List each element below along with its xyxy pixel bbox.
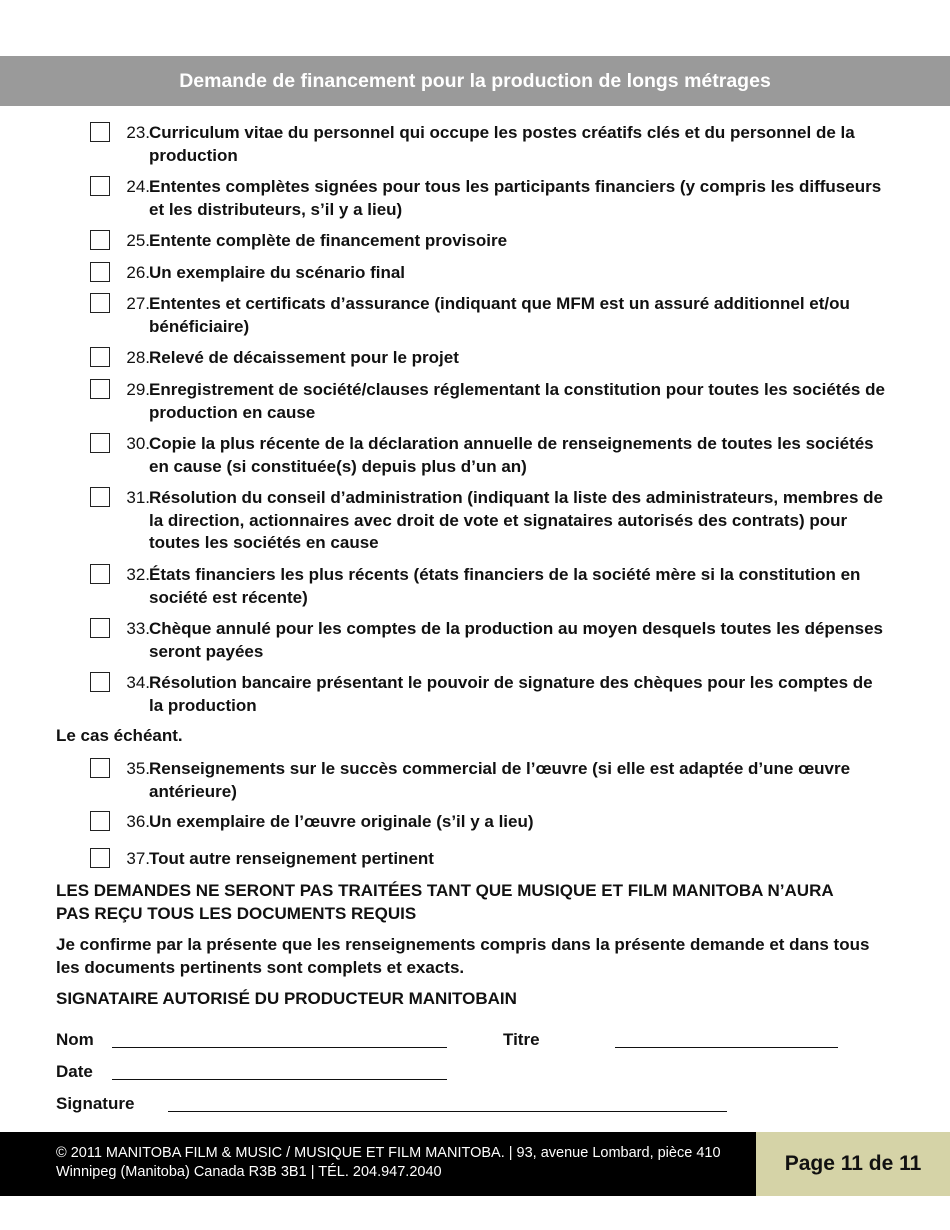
checkbox-36[interactable] [90,811,110,831]
item-number: 34. [126,673,150,692]
item-text: Chèque annulé pour les comptes de la production au moyen desquels toutes les dépenses seront payées [149,619,883,661]
item-number: 29. [126,380,150,399]
item-text: Relevé de décaissement pour le projet [149,348,459,367]
item-text: Curriculum vitae du personnel qui occupe les postes créatifs clés et du personnel de la production [149,123,855,165]
confirmation-statement: Je confirme par la présente que les renseignements compris dans la présente demande et dans tous les documents pertinents sont complets et exacts. [56,935,870,977]
item-text: Copie la plus récente de la déclaration annuelle de renseignements de toutes les sociétés en cause (si constituée(s) depuis plus d’un an) [149,434,874,476]
item-number: 25. [126,231,150,250]
item-text: Enregistrement de société/clauses réglementant la constitution pour toutes les sociétés de production en cause [149,380,885,422]
page-number-box [756,1132,950,1196]
checkbox-27[interactable] [90,293,110,313]
item-number: 35. [126,759,150,778]
date-input-line[interactable] [112,1079,447,1080]
processing-notice: LES DEMANDES NE SERONT PAS TRAITÉES TANT QUE MUSIQUE ET FILM MANITOBA N’AURA PAS REÇU TOUS LES DOCUMENTS REQUIS [56,881,833,923]
title-label: Titre [503,1030,540,1049]
page-number: Page 11 de 11 [784,1152,922,1175]
name-input-line[interactable] [112,1047,447,1048]
checkbox-30[interactable] [90,433,110,453]
checkbox-34[interactable] [90,672,110,692]
document-header [0,56,950,106]
signature-input-line[interactable] [168,1111,727,1112]
item-number: 30. [126,434,150,453]
item-text: États financiers les plus récents (états financiers de la société mère si la constitution en société est récente) [149,565,861,607]
item-text: Résolution bancaire présentant le pouvoir de signature des chèques pour les comptes de la production [149,673,873,715]
item-number: 27. [126,294,150,313]
item-text: Un exemplaire de l’œuvre originale (s’il y a lieu) [149,812,534,831]
item-number: 33. [126,619,150,638]
checkbox-28[interactable] [90,347,110,367]
item-number: 23. [126,123,150,142]
checkbox-35[interactable] [90,758,110,778]
checkbox-32[interactable] [90,564,110,584]
checkbox-31[interactable] [90,487,110,507]
item-number: 24. [126,177,150,196]
optional-heading: Le cas échéant. [56,726,183,745]
item-text: Ententes complètes signées pour tous les participants financiers (y compris les diffuseurs et les distributeurs, s’il y a lieu) [149,177,882,219]
item-text: Entente complète de financement provisoire [149,231,508,250]
item-number: 26. [126,263,150,282]
item-text: Résolution du conseil d’administration (indiquant la liste des administrateurs, membres de la direction, actionnaires avec droit de vote et signataires autorisés des contrats) pour toutes les sociétés en cause [149,488,883,552]
footer-copyright: © 2011 MANITOBA FILM & MUSIC / MUSIQUE ET FILM MANITOBA. | 93, avenue Lombard, pièce 410 Winnipeg (Manitoba) Canada R3B 3B1 | TÉL. 204.947.2040 [56,1145,721,1180]
checkbox-29[interactable] [90,379,110,399]
footer-bar [0,1132,756,1196]
item-number: 36. [126,812,150,831]
checkbox-24[interactable] [90,176,110,196]
item-number: 28. [126,348,150,367]
item-text: Un exemplaire du scénario final [149,263,406,282]
item-number: 31. [126,488,150,507]
signature-label: Signature [56,1094,135,1113]
item-text: Tout autre renseignement pertinent [149,849,434,868]
item-text: Renseignements sur le succès commercial de l’œuvre (si elle est adaptée d’une œuvre antérieure) [149,759,851,801]
checkbox-37[interactable] [90,848,110,868]
checkbox-23[interactable] [90,122,110,142]
item-number: 37. [126,849,150,868]
signatory-heading: SIGNATAIRE AUTORISÉ DU PRODUCTEUR MANITOBAIN [56,989,517,1008]
checkbox-25[interactable] [90,230,110,250]
name-label: Nom [56,1030,94,1049]
date-label: Date [56,1062,93,1081]
checkbox-26[interactable] [90,262,110,282]
item-text: Ententes et certificats d’assurance (indiquant que MFM est un assuré additionnel et/ou bénéficiaire) [149,294,850,336]
document-title: Demande de financement pour la production de longs métrages [179,69,771,92]
item-number: 32. [126,565,150,584]
checkbox-33[interactable] [90,618,110,638]
title-input-line[interactable] [615,1047,838,1048]
